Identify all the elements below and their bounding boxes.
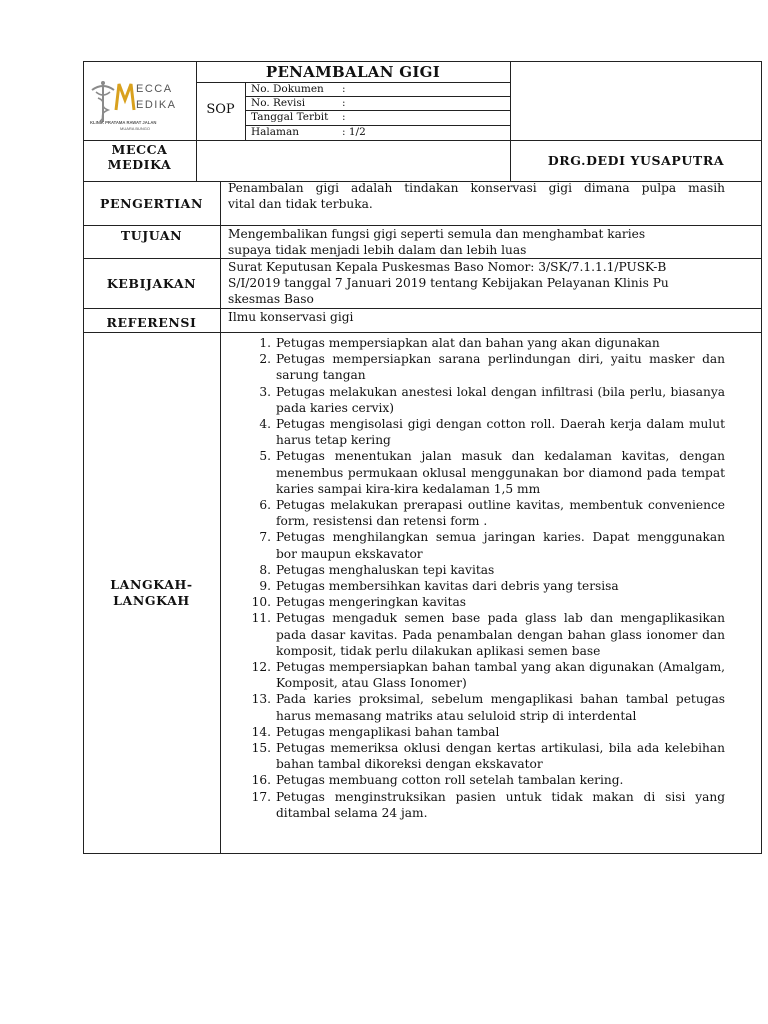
doctor-name: DRG.DEDI YUSAPUTRA [547,153,725,168]
step-number: 7. [259,530,271,545]
step-text: Petugas menginstruksikan pasien untuk tidak makan di sisi yang ditambal selama 24 jam. [276,789,725,820]
step-item [247,724,725,740]
step-number: 4. [259,417,271,432]
meta-label-tanggal-terbit: Tanggal Terbit [251,111,329,123]
step-number: 11. [251,611,271,626]
label-kebijakan: KEBIJAKAN [106,276,197,291]
kebijakan-line: S/I/2019 tanggal 7 Januari 2019 tentang Kebijakan Pelayanan Klinis Pu [228,276,669,290]
step-item [247,691,725,723]
pengertian-line: vital dan tidak terbuka. [228,197,373,211]
label-tujuan: TUJUAN [120,228,183,243]
logo-location: MUARA BUNGO [120,126,151,131]
step-item [247,448,725,497]
pengertian-line: Penambalan gigi adalah tindakan konservasi gigi dimana pulpa masih [228,181,725,195]
caduceus-icon [92,81,114,122]
step-item [247,578,725,594]
step-item [247,529,725,561]
meta-label-halaman: Halaman [251,126,300,138]
steps-list [247,335,725,821]
step-text: Petugas menghilangkan semua jaringan karies. Dapat menggunakan bor maupun ekskavator [276,530,725,561]
grid-line [83,140,762,141]
step-text: Petugas mempersiapkan bahan tambal yang akan digunakan (Amalgam, Komposit, atau Glass Ionomer) [276,660,725,691]
step-number: 12. [251,660,271,675]
label-langkah-line2: LANGKAH [113,593,190,608]
step-text: Petugas membersihkan kavitas dari debris yang tersisa [276,579,619,594]
step-text: Petugas mempersiapkan alat dan bahan yang akan digunakan [276,336,660,350]
step-text: Petugas mengaplikasi bahan tambal [276,724,500,739]
step-number: 6. [259,498,271,513]
step-item [247,772,725,788]
step-text: Petugas melakukan anestesi lokal dengan infiltrasi (bila perlu, biasanya pada karies cervix) [276,384,725,415]
logo-word-bottom: EDIKA [136,99,177,111]
kebijakan-line: Surat Keputusan Kepala Puskesmas Baso Nomor: 3/SK/7.1.1.1/PUSK-B [228,260,667,274]
mecca-medika-logo [88,76,194,132]
grid-line [83,332,762,333]
step-item [247,789,725,821]
meta-value-tanggal-terbit: : [342,111,346,123]
grid-line [220,181,221,853]
step-item [247,740,725,772]
step-number: 9. [259,579,271,594]
tujuan-line: Mengembalikan fungsi gigi seperti semula dan menghambat karies [228,227,646,241]
step-number: 14. [251,724,271,739]
step-text: Petugas mengisolasi gigi dengan cotton roll. Daerah kerja dalam mulut harus tetap kering [276,417,725,448]
step-text: Petugas melakukan prerapasi outline kavitas, membentuk convenience form, resistensi dan retensi form . [276,498,725,529]
step-text: Pada karies proksimal, sebelum mengaplikasi bahan tambal petugas harus memasang matriks atau seluloid strip di interdental [276,692,725,723]
label-referensi: REFERENSI [106,315,197,330]
meta-label-no-revisi: No. Revisi [251,97,306,109]
step-number: 15. [251,741,271,756]
step-text: Petugas mengaduk semen base pada glass lab dan mengaplikasikan pada dasar kavitas. Pada penambalan dengan bahan glass ionomer dan komposit, tidak perlu dilakukan aplikasi semen base [276,611,725,658]
step-item [247,416,725,448]
step-text: Petugas membuang cotton roll setelah tambalan kering. [276,773,624,788]
step-number: 5. [259,449,271,464]
meta-value-no-revisi: : [342,97,346,109]
clinic-name-line1: MECCA [111,142,168,157]
meta-value-halaman: : 1/2 [342,126,366,138]
step-item [247,610,725,659]
step-number: 3. [259,384,271,399]
sop-label: SOP [206,102,235,117]
step-number: 16. [251,773,271,788]
document-title: PENAMBALAN GIGI [265,63,441,81]
kebijakan-line: skesmas Baso [228,292,314,306]
logo-word-top: ECCA [136,83,173,95]
step-item [247,335,725,351]
step-item [247,594,725,610]
meta-label-no-dokumen: No. Dokumen [251,83,324,95]
m-letter-icon [116,84,134,110]
grid-line [245,82,246,140]
logo-tagline: KLINIK PRATAMA RAWAT JALAN [90,120,157,125]
step-item [247,497,725,529]
step-number: 10. [251,595,271,610]
step-item [247,351,725,383]
step-text: Petugas menghaluskan tepi kavitas [276,562,495,577]
tujuan-line: supaya tidak menjadi lebih dalam dan lebih luas [228,243,527,257]
step-number: 2. [259,352,271,367]
grid-line [83,308,762,309]
step-item [247,384,725,416]
grid-line [196,82,510,83]
step-text: Petugas memeriksa oklusi dengan kertas artikulasi, bila ada kelebihan bahan tambal dikoreksi dengan ekskavator [276,741,725,772]
step-text: Petugas menentukan jalan masuk dan kedalaman kavitas, dengan menembus permukaan oklusal menggunakan bor diamond pada tempat karies sampai kira-kira kedalaman 1,5 mm [276,449,725,496]
step-item [247,562,725,578]
label-langkah-line1: LANGKAH- [110,577,193,592]
step-number: 1. [259,336,271,350]
clinic-name-line2: MEDIKA [107,157,172,172]
step-text: Petugas mempersiapkan sarana perlindungan diri, yaitu masker dan sarung tangan [276,352,725,383]
label-pengertian: PENGERTIAN [100,196,203,211]
meta-value-no-dokumen: : [342,83,346,95]
step-number: 17. [251,789,271,804]
referensi-line: Ilmu konservasi gigi [228,310,354,324]
step-number: 13. [251,692,271,707]
step-number: 8. [259,562,271,577]
step-item [247,659,725,691]
step-text: Petugas mengeringkan kavitas [276,595,467,610]
